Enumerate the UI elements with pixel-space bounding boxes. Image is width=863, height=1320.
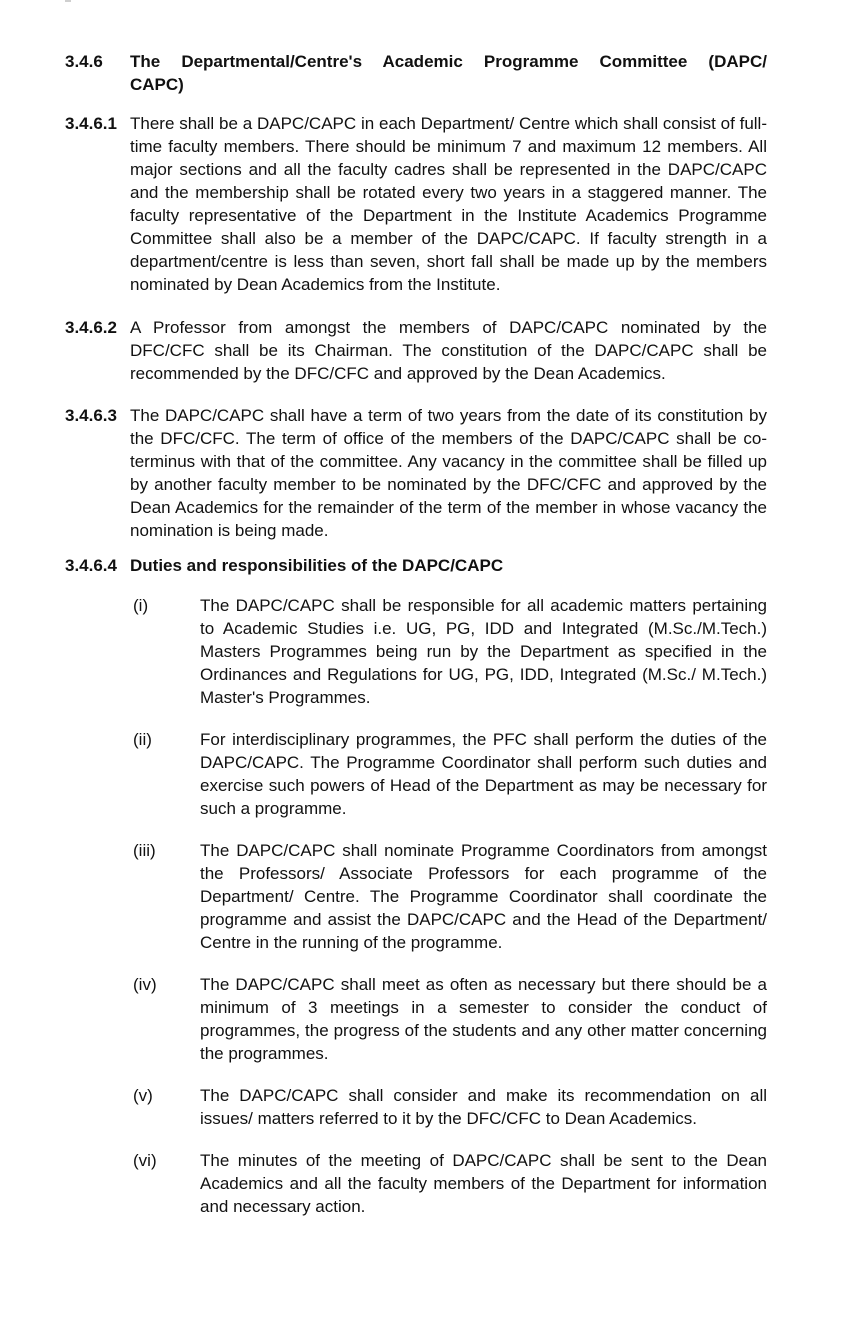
section-number: 3.4.6 xyxy=(65,52,103,71)
paragraph-3-4-6-2 xyxy=(65,316,767,385)
list-item-text: The DAPC/CAPC shall be responsible for all academic matters pertaining to Academic Studies i.e. UG, PG, IDD and Integrated (M.Sc./M.Tech.) Masters Programmes being run by the Department as specified in the Ordinances and Regulations for UG, PG, IDD, Integrated (M.Sc./ M.Tech.) Master's Programmes. xyxy=(200,596,767,707)
list-item-vi xyxy=(133,1149,767,1218)
list-item-v xyxy=(133,1084,767,1130)
list-item-marker: (vi) xyxy=(133,1151,157,1170)
list-item-marker: (ii) xyxy=(133,730,152,749)
paragraph-number: 3.4.6.3 xyxy=(65,406,117,425)
paragraph-3-4-6-1 xyxy=(65,112,767,296)
paragraph-number: 3.4.6.2 xyxy=(65,318,117,337)
section-heading-text xyxy=(130,50,767,96)
list-item-marker: (v) xyxy=(133,1086,153,1105)
list-item-iv xyxy=(133,973,767,1065)
list-item-ii xyxy=(133,728,767,820)
list-item-marker: (iv) xyxy=(133,975,157,994)
section-heading-3-4-6 xyxy=(65,50,767,96)
list-item-i xyxy=(133,594,767,709)
list-item-iii xyxy=(133,839,767,954)
paragraph-3-4-6-3 xyxy=(65,404,767,542)
cropped-page-header-mark xyxy=(65,0,71,2)
list-item-text: The DAPC/CAPC shall consider and make its recommendation on all issues/ matters referred to it by the DFC/CFC to Dean Academics. xyxy=(200,1086,767,1128)
section-heading-3-4-6-4 xyxy=(65,554,767,577)
section-heading-line2: CAPC) xyxy=(130,75,184,94)
list-item-text: The minutes of the meeting of DAPC/CAPC shall be sent to the Dean Academics and all the faculty members of the Department for information and necessary action. xyxy=(200,1151,767,1216)
section-heading-text: Duties and responsibilities of the DAPC/CAPC xyxy=(130,556,504,575)
paragraph-text: There shall be a DAPC/CAPC in each Department/ Centre which shall consist of full-time faculty members. There should be minimum 7 and maximum 12 members. All major sections and all the faculty cadres shall be represented in the DAPC/CAPC and the membership shall be rotated every two years in a staggered manner. The faculty representative of the Department in the Institute Academics Programme Committee shall also be a member of the DAPC/CAPC. If faculty strength in a department/centre is less than seven, short fall shall be made up by the members nominated by Dean Academics from the Institute. xyxy=(130,114,767,294)
list-item-text: For interdisciplinary programmes, the PFC shall perform the duties of the DAPC/CAPC. The Programme Coordinator shall perform such duties and exercise such powers of Head of the Department as may be necessary for such a programme. xyxy=(200,730,767,818)
paragraph-text: A Professor from amongst the members of DAPC/CAPC nominated by the DFC/CFC shall be its Chairman. The constitution of the DAPC/CAPC shall be recommended by the DFC/CFC and approved by the Dean Academics. xyxy=(130,318,767,383)
list-item-text: The DAPC/CAPC shall nominate Programme Coordinators from amongst the Professors/ Associate Professors for each programme of the Department/ Centre. The Programme Coordinator shall coordinate the programme and assist the DAPC/CAPC and the Head of the Department/ Centre in the running of the programme. xyxy=(200,841,767,952)
paragraph-number: 3.4.6.1 xyxy=(65,114,117,133)
section-number: 3.4.6.4 xyxy=(65,556,117,575)
section-heading-line1: The Departmental/Centre's Academic Programme Committee (DAPC/ xyxy=(130,52,767,71)
list-item-text: The DAPC/CAPC shall meet as often as necessary but there should be a minimum of 3 meetings in a semester to consider the conduct of programmes, the progress of the students and any other matter concerning the programmes. xyxy=(200,975,767,1063)
paragraph-text: The DAPC/CAPC shall have a term of two years from the date of its constitution by the DFC/CFC. The term of office of the members of the DAPC/CAPC shall be co-terminus with that of the committee. Any vacancy in the committee shall be filled up by another faculty member to be nominated by the DFC/CFC and approved by the Dean Academics for the remainder of the term of the member in whose vacancy the nomination is being made. xyxy=(130,406,767,540)
list-item-marker: (iii) xyxy=(133,841,156,860)
duties-list xyxy=(133,594,767,1218)
list-item-marker: (i) xyxy=(133,596,149,615)
